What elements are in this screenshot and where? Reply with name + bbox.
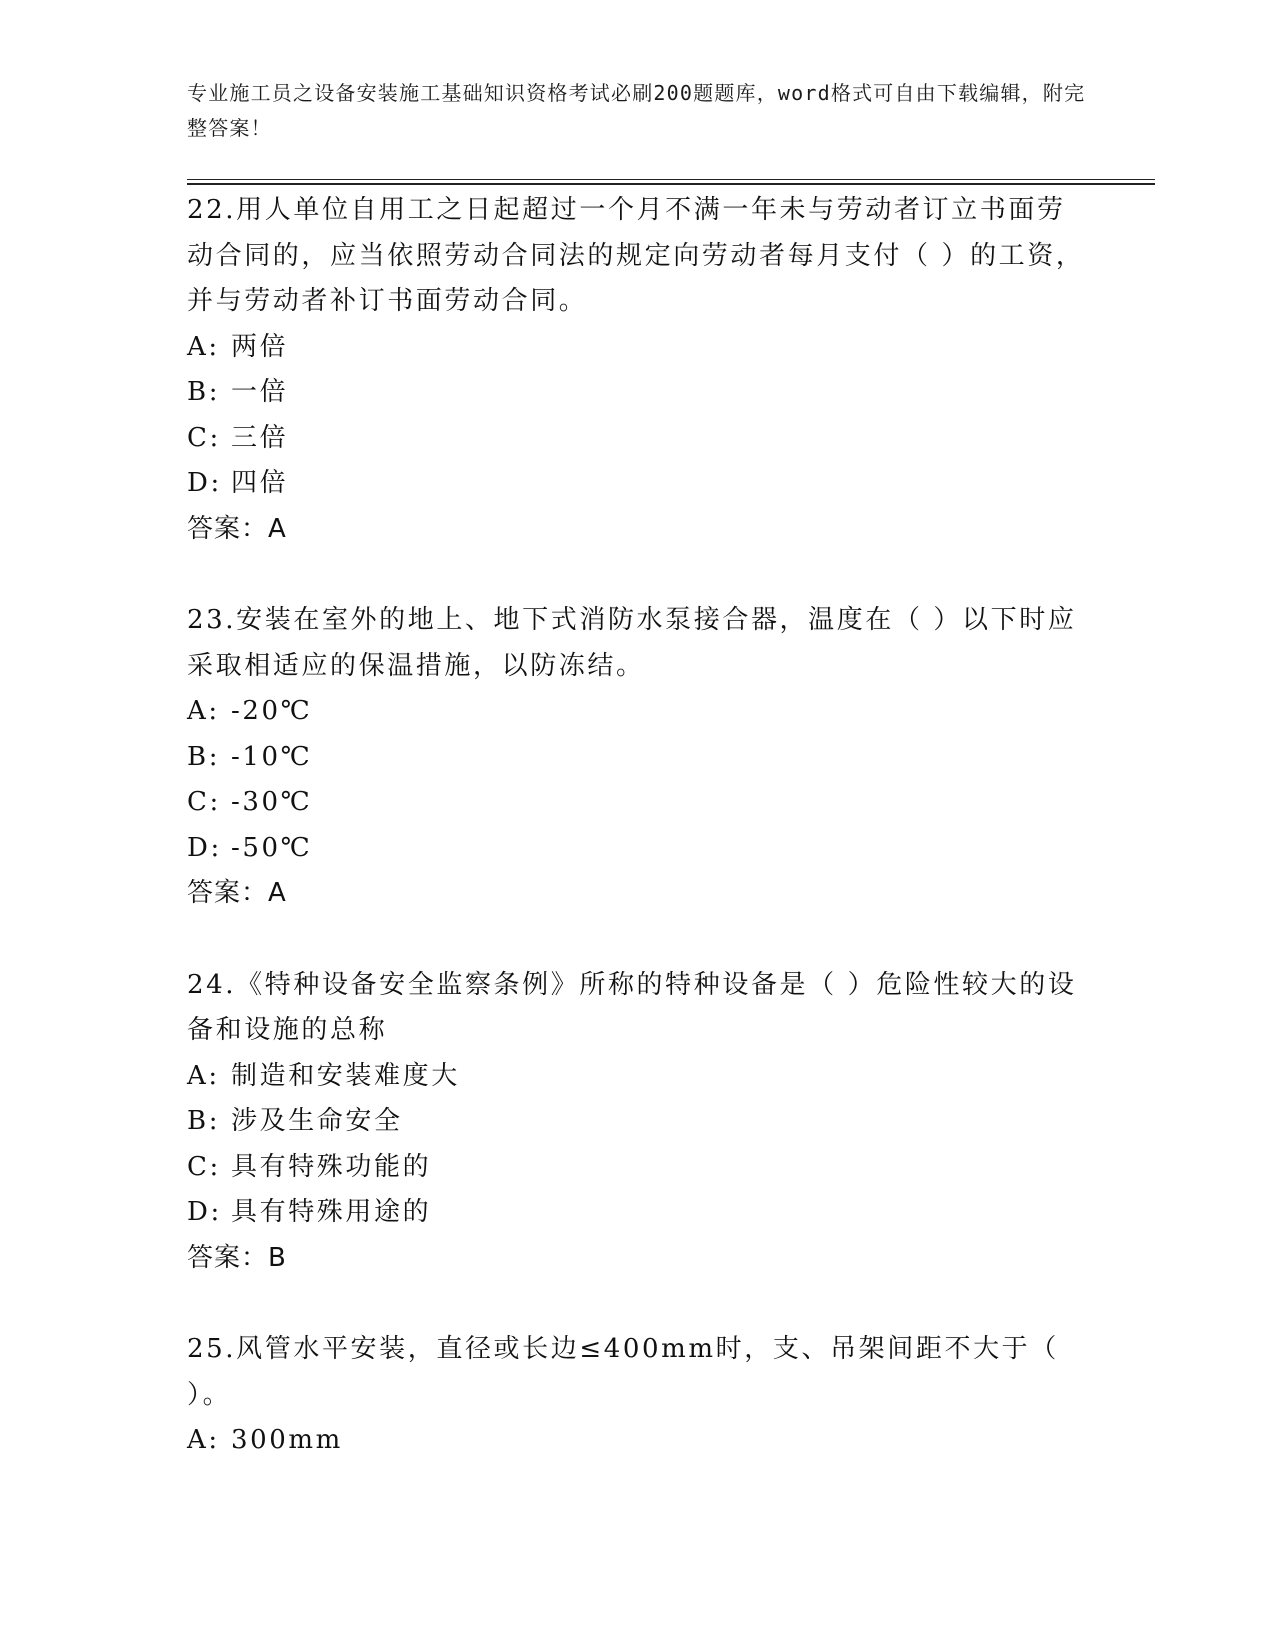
option-letter: C: — [187, 787, 221, 817]
question-spacer — [187, 917, 1087, 963]
option-letter: C: — [187, 422, 221, 453]
option-c — [187, 416, 1087, 462]
question-spacer — [187, 1281, 1087, 1327]
option-letter: A: — [187, 331, 220, 362]
option-b — [187, 370, 1087, 416]
question-spacer — [187, 552, 1087, 598]
option-letter: D: — [187, 832, 222, 863]
option-c — [187, 1145, 1087, 1191]
option-b — [187, 1099, 1087, 1145]
question-22 — [187, 188, 1087, 552]
option-text: -30℃ — [231, 787, 313, 817]
option-a — [187, 325, 1087, 371]
option-text: 300mm — [231, 1425, 343, 1455]
option-text: 四倍 — [231, 468, 289, 498]
option-text: 具有特殊功能的 — [231, 1151, 432, 1182]
option-letter: C: — [187, 1151, 221, 1182]
option-a — [187, 1054, 1087, 1100]
option-d — [187, 461, 1087, 507]
question-list — [187, 188, 1087, 1464]
option-text: 两倍 — [231, 331, 289, 362]
option-letter: D: — [187, 1197, 222, 1227]
option-text: 具有特殊用途的 — [231, 1197, 432, 1227]
question-25 — [187, 1327, 1087, 1464]
header-divider-top — [187, 179, 1155, 180]
option-letter: B: — [187, 741, 221, 772]
option-letter: A: — [187, 1060, 220, 1091]
header-divider-bottom — [187, 183, 1155, 185]
option-text: 涉及生命安全 — [231, 1106, 403, 1136]
option-text: -20℃ — [231, 696, 313, 726]
question-text: 22.用人单位自用工之日起超过一个月不满一年未与劳动者订立书面劳动合同的，应当依照劳动合同法的规定向劳动者每月支付（ ）的工资，并与劳动者补订书面劳动合同。 — [187, 195, 1085, 316]
option-text: 三倍 — [231, 422, 289, 453]
question-text: 24.《特种设备安全监察条例》所称的特种设备是（ ）危险性较大的设备和设施的总称 — [187, 969, 1077, 1045]
answer-text: 答案：A — [187, 513, 287, 544]
question-24 — [187, 963, 1087, 1282]
option-letter: A: — [187, 696, 220, 726]
option-a — [187, 1418, 1087, 1464]
question-text: 25.风管水平安装，直径或长边≤400mm时，支、吊架间距不大于（ ）。 — [187, 1334, 1059, 1410]
option-a — [187, 689, 1087, 735]
option-letter: A: — [187, 1425, 220, 1455]
document-header: 专业施工员之设备安装施工基础知识资格考试必刷200题题库，word格式可自由下载编辑，附完整答案！ — [187, 81, 1086, 140]
option-letter: D: — [187, 468, 222, 498]
answer-text: 答案：A — [187, 878, 287, 908]
option-text: -50℃ — [231, 832, 313, 863]
option-d — [187, 826, 1087, 872]
option-b — [187, 735, 1087, 781]
question-text: 23.安装在室外的地上、地下式消防水泵接合器，温度在（ ）以下时应采取相适应的保温措施，以防冻结。 — [187, 605, 1077, 681]
option-text: 一倍 — [231, 377, 289, 407]
option-letter: B: — [187, 377, 221, 407]
option-letter: B: — [187, 1106, 221, 1136]
question-23 — [187, 598, 1087, 917]
option-text: 制造和安装难度大 — [231, 1060, 460, 1091]
option-d — [187, 1190, 1087, 1236]
option-text: -10℃ — [231, 741, 313, 772]
answer-text: 答案：B — [187, 1242, 287, 1273]
option-c — [187, 780, 1087, 826]
